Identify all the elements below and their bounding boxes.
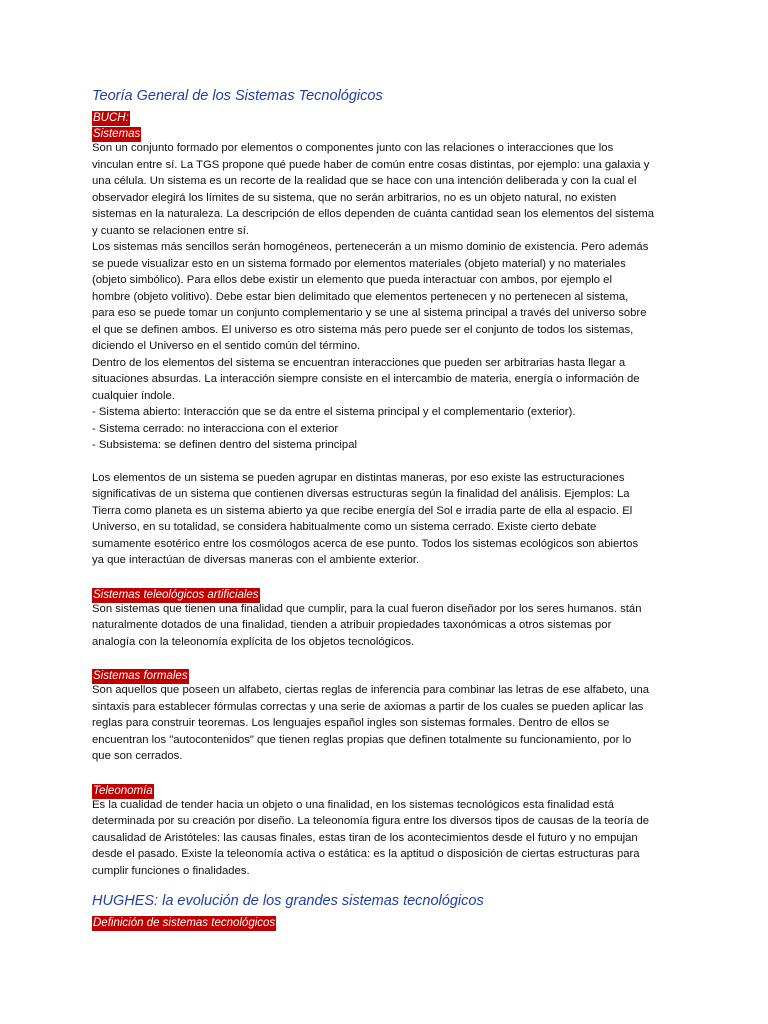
paragraph-sistemas: Son un conjunto formado por elementos o componentes junto con las relaciones o interacciones que los vinculan entre sí. La TGS propone qué puede haber de común entre cosas distintas, por ejemplo: una galaxia y una célula. Un sistema es un recorte de la realidad que se hace con una intención deliberada y con la cual el observador elegirá los límites de su sistema, que no serán arbitrarios, no es un objeto natural, no existen sistemas en la naturaleza. La descripción de ellos dependen de cuánta cantidad sean los elementos del sistema y cuanto se relacionen entre sí. Los sistemas más sencillos serán homogéneos, pertenecerán a un mismo dominio de existencia. Pero además se puede visualizar esto en un sistema formado por elementos materiales (objeto material) y no materiales (objeto simbólico). Para ellos debe existir un elemento que pueda interactuar con ambos, por ejemplo el hombre (objeto volitivo). Debe estar bien delimitado que elementos pertenecen y no pertenecen al sistema, para eso se puede tomar un conjunto complementario y se une al sistema principal a través del universo sobre el que se definen ambos. El universo es otro sistema más pero puede ser el conjunto de todos los sistemas, diciendo el Universo en el sentido común del término. Dentro de los elementos del sistema se encuentran interacciones que pueden ser arbitrarias hasta llegar a situaciones absurdas. La interacción siempre consiste en el intercambio de materia, energía o información de cualquier índole. - Sistema abierto: Interacción que se da entre el sistema principal y el complementario (exterior). - Sistema cerrado: no interacciona con el exterior - Subsistema: se definen dentro del sistema principal xyxy=(92,142,655,451)
hughes-heading: HUGHES: la evolución de los grandes sistemas tecnológicos xyxy=(92,893,484,909)
paragraph-teleonomia: Es la cualidad de tender hacia un objeto o una finalidad, en los sistemas tecnológicos esta finalidad está determinada por su creación por diseño. La teleonomía figura entre los diversos tipos de causas de la teoría de causalidad de Aristóteles: las causas finales, estas tiran de los acontecimientos desde el futuro y no empujan desde el pasado. Existe la teleonomía activa o estática: es la aptitud o disposición de ciertas estructuras para cumplir funciones o finalidades. xyxy=(92,798,650,877)
section-label-teleologicos: Sistemas teleológicos artificiales xyxy=(93,588,259,601)
document-body xyxy=(92,86,682,929)
paragraph-formales: Son aquellos que poseen un alfabeto, ciertas reglas de inferencia para combinar las letras de ese alfabeto, una sintaxis para establecer fórmulas correctas y una serie de axiomas a partir de los cuales se pueden aplicar las reglas para construir teoremas. Los lenguajes español ingles son sistemas formales. Dentro de ellos se encuentran los "autocontenidos" que tienen reglas propias que definen totalmente su funcionamiento, por lo que son cerrados. xyxy=(92,684,650,762)
section-label-formales: Sistemas formales xyxy=(93,670,188,682)
section-label-buch: BUCH: xyxy=(93,112,129,124)
document-title: Teoría General de los Sistemas Tecnológicos xyxy=(92,88,383,104)
paragraph-agrupacion: Los elementos de un sistema se pueden agrupar en distintas maneras, por eso existe las estructuraciones significativas de un sistema que contienen diversas estructuras según la finalidad del análisis. Ejemplos: La Tierra como planeta es un sistema abierto ya que recibe energía del Sol e irradia parte de ella al espacio. El Universo, en su totalidad, se considera habitualmente como un sistema cerrado. Existe cierto debate sumamente esotérico entre los cosmólogos acerca de ese punto. Todos los sistemas ecológicos son abiertos ya que interactúan de diversas maneras con el ambiente exterior. xyxy=(92,471,639,566)
paragraph-teleologicos: Son sistemas que tienen una finalidad que cumplir, para la cual fueron diseñador por los seres humanos. stán naturalmente dotados de una finalidad, tienden a atribuir propiedades taxonómicas a otros sistemas por analogía con la teleonomía explícita de los objetos tecnológicos. xyxy=(92,602,642,648)
section-label-definicion: Definición de sistemas tecnológicos xyxy=(93,917,276,929)
section-label-teleonomia: Teleonomía xyxy=(93,784,153,797)
section-label-sistemas: Sistemas xyxy=(93,128,141,140)
